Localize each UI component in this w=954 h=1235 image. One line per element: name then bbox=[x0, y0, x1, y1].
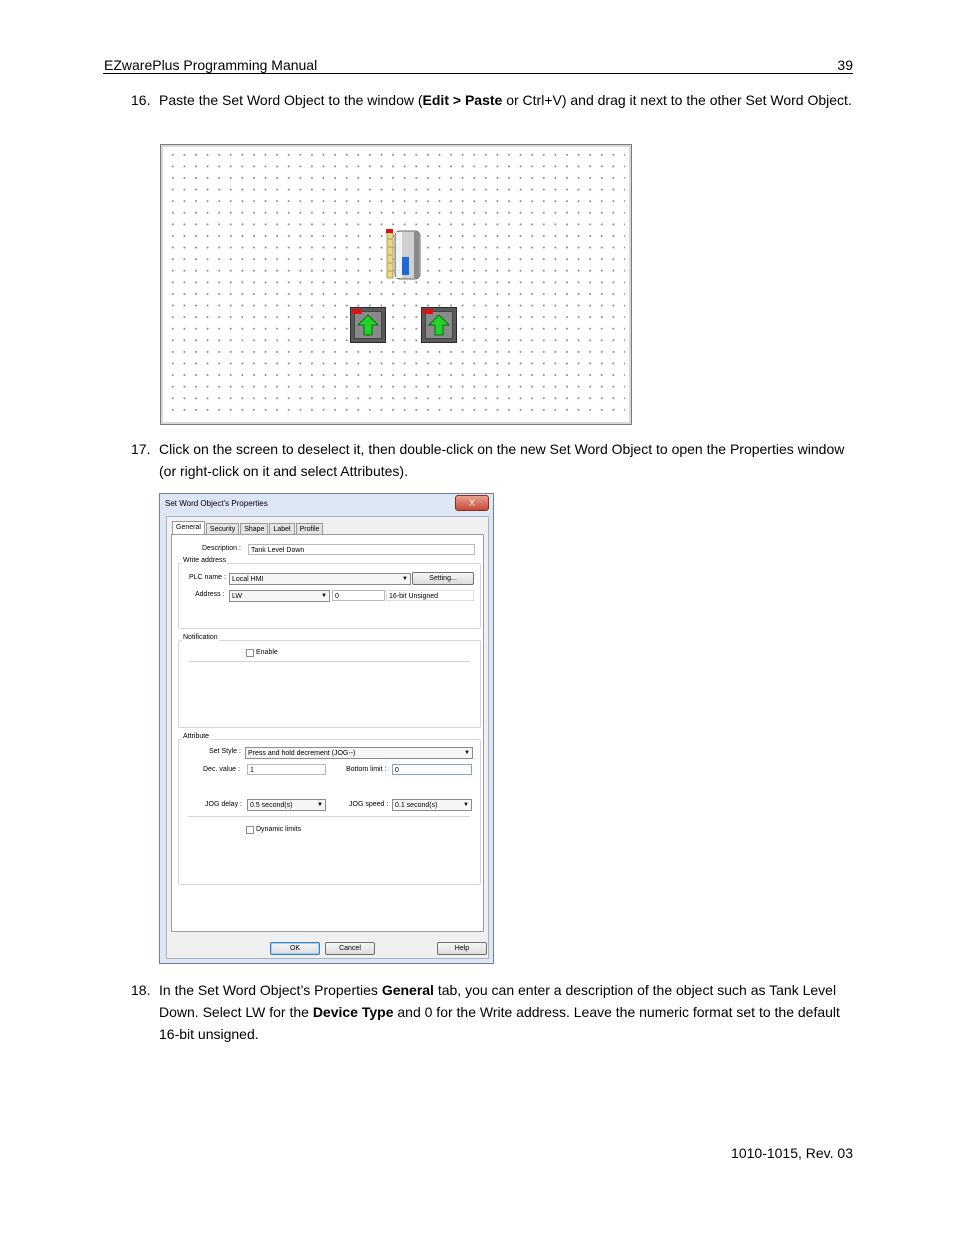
address-field[interactable]: 0 bbox=[332, 590, 385, 601]
attribute-group bbox=[178, 739, 481, 885]
divider bbox=[188, 816, 470, 817]
manual-title: EZwarePlus Programming Manual bbox=[104, 57, 318, 73]
page-number: 39 bbox=[837, 57, 853, 73]
numeric-format: 16-bit Unsigned bbox=[386, 590, 474, 601]
properties-dialog bbox=[159, 493, 494, 964]
tab-profile[interactable]: Profile bbox=[296, 523, 324, 535]
set-style-select[interactable] bbox=[245, 747, 473, 759]
canvas-grid bbox=[167, 149, 625, 420]
plc-name-label: PLC name : bbox=[189, 574, 226, 581]
arrow-up-icon bbox=[427, 313, 451, 337]
step-number: 18. bbox=[131, 982, 151, 998]
tab-shape[interactable]: Shape bbox=[240, 523, 268, 535]
document-id: 1010-1015, Rev. 03 bbox=[731, 1145, 853, 1161]
tab-strip bbox=[172, 521, 324, 533]
step-number: 16. bbox=[131, 92, 151, 108]
step-17 bbox=[104, 438, 856, 482]
bottom-limit-field[interactable]: 0 bbox=[392, 764, 472, 775]
dec-value-field[interactable]: 1 bbox=[247, 764, 326, 775]
step-text-part: and 0 for the Write address. Leave the numeric format set to the default 16-bit unsigned. bbox=[159, 1004, 840, 1042]
plc-name-select[interactable] bbox=[229, 573, 411, 585]
divider bbox=[188, 661, 470, 662]
cancel-button[interactable]: Cancel bbox=[325, 942, 375, 955]
dynamic-limits-checkbox[interactable] bbox=[246, 826, 254, 834]
step-text bbox=[159, 979, 854, 1045]
description-field[interactable]: Tank Level Down bbox=[248, 544, 475, 555]
step-18 bbox=[104, 979, 856, 1045]
device-type-select[interactable] bbox=[229, 590, 330, 602]
bottom-limit-label: Bottom limit : bbox=[346, 766, 387, 773]
dialog-title: Set Word Object's Properties bbox=[165, 499, 268, 508]
chevron-down-icon: ▼ bbox=[317, 802, 323, 808]
jog-speed-value: 0.1 second(s) bbox=[395, 802, 438, 809]
chevron-down-icon: ▼ bbox=[464, 750, 470, 756]
menu-path: Edit > Paste bbox=[422, 92, 503, 108]
enable-label: Enable bbox=[256, 649, 278, 656]
arrow-up-icon bbox=[356, 313, 380, 337]
setting-button[interactable]: Setting... bbox=[412, 572, 474, 585]
field-name: Device Type bbox=[312, 1004, 394, 1020]
step-text-part: In the Set Word Object’s Properties bbox=[159, 982, 382, 998]
set-style-label: Set Style : bbox=[209, 748, 241, 755]
device-type-value: LW bbox=[232, 593, 242, 600]
tank-level-object bbox=[386, 229, 422, 281]
description-label: Description : bbox=[202, 545, 241, 552]
jog-speed-select[interactable] bbox=[392, 799, 472, 811]
set-style-value: Press and hold decrement (JOG--) bbox=[248, 750, 356, 757]
step-text: Click on the screen to deselect it, then double-click on the new Set Word Object to open the Properties window (or right-click on it and select Attributes). bbox=[159, 441, 845, 479]
jog-delay-label: JOG delay : bbox=[205, 801, 242, 808]
chevron-down-icon: ▼ bbox=[402, 576, 408, 582]
step-text bbox=[159, 89, 854, 111]
step-text-part: tab, you can enter a description of the object such as Tank Level Down. Select LW for the bbox=[159, 982, 837, 1020]
step-number: 17. bbox=[131, 441, 151, 457]
close-button[interactable]: X bbox=[455, 495, 489, 511]
dec-value-label: Dec. value : bbox=[203, 766, 240, 773]
set-word-button-2 bbox=[421, 307, 457, 343]
header-rule bbox=[103, 73, 853, 74]
notification-title: Notification bbox=[183, 634, 218, 641]
chevron-down-icon: ▼ bbox=[463, 802, 469, 808]
general-tab-page bbox=[171, 534, 484, 932]
attribute-title: Attribute bbox=[183, 733, 210, 740]
jog-speed-label: JOG speed : bbox=[349, 801, 389, 808]
dialog-body bbox=[166, 516, 489, 959]
jog-delay-select[interactable] bbox=[247, 799, 326, 811]
write-address-title: Write address bbox=[183, 557, 227, 564]
ok-button[interactable]: OK bbox=[270, 942, 320, 955]
notification-group bbox=[178, 640, 481, 728]
tab-general[interactable]: General bbox=[172, 521, 205, 535]
address-label: Address : bbox=[195, 591, 225, 598]
plc-name-value: Local HMI bbox=[232, 576, 264, 583]
dynamic-limits-label: Dynamic limits bbox=[256, 826, 302, 833]
tab-security[interactable]: Security bbox=[206, 523, 239, 535]
chevron-down-icon: ▼ bbox=[321, 593, 327, 599]
jog-delay-value: 0.5 second(s) bbox=[250, 802, 293, 809]
tab-name: General bbox=[381, 982, 434, 998]
step-text-part: or Ctrl+V) and drag it next to the other Set Word Object. bbox=[502, 92, 852, 108]
help-button[interactable]: Help bbox=[437, 942, 487, 955]
enable-checkbox[interactable] bbox=[246, 649, 254, 657]
tab-label[interactable]: Label bbox=[269, 523, 294, 535]
editor-canvas-screenshot bbox=[160, 144, 632, 425]
step-text-part: Paste the Set Word Object to the window ( bbox=[159, 92, 423, 108]
set-word-button-1 bbox=[350, 307, 386, 343]
step-16 bbox=[104, 89, 856, 133]
